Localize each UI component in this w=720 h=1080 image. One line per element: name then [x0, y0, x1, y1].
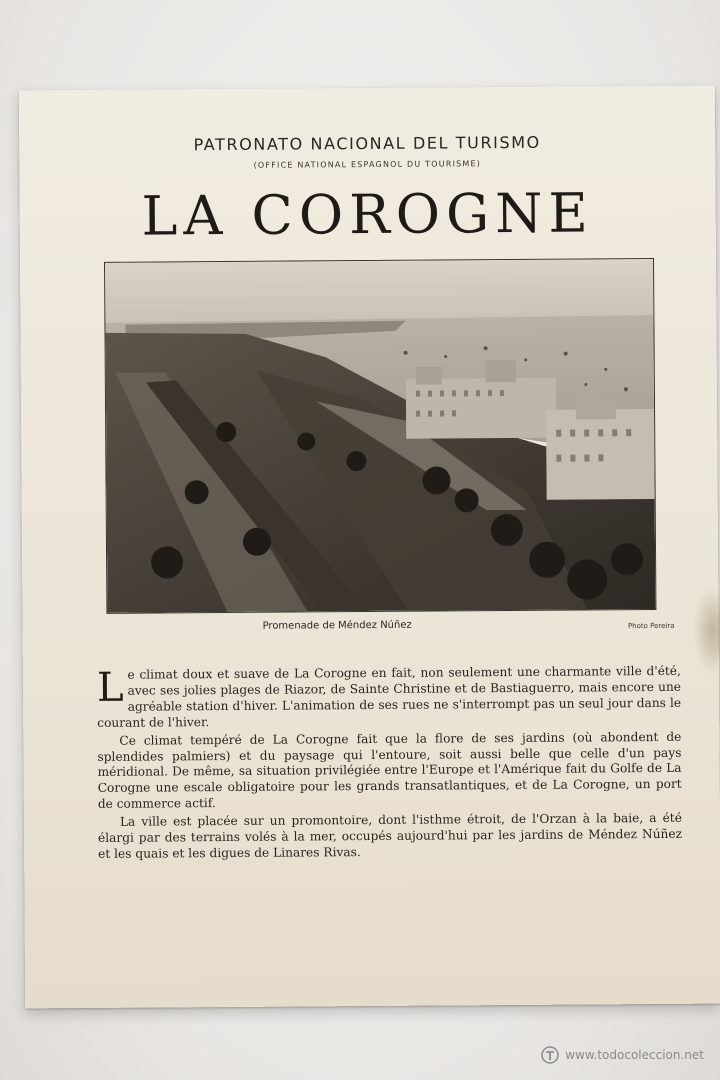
photo-credit: Photo Pereira: [627, 621, 675, 631]
watermark: [541, 1046, 704, 1064]
watermark-text: www.todocoleccion.net: [565, 1048, 704, 1062]
paragraph-3: La ville est placée sur un promontoire, dont l'isthme étroit, de l'Orzan à la baie, a été élargi par des terrains volés à la mer, occupés aujourd'hui par les jardins de Méndez Núñez et les quais et les digues de Linares Rivas.: [97, 810, 683, 861]
paper-stain: [692, 586, 720, 676]
brochure-page: [19, 86, 720, 1009]
organization-name: PATRONATO NACIONAL DEL TURISMO: [193, 132, 541, 155]
todocoleccion-logo-icon: [541, 1046, 559, 1064]
paragraph-1-text: e climat doux et suave de La Corogne en fait, non seulement une charmante ville d'été, avec ses jolies plages de Riazor, de Sainte Christine et de Bastiaguerro, mais encore une agréable station d'hiver. L'animation de ses rues ne s'interrompt pas un seul jour dans le courant de l'hiver.: [97, 663, 682, 730]
page-title: LA COROGNE: [141, 181, 595, 248]
paragraph-2: Ce climat tempéré de La Corogne fait que la flore de ses jardins (où abondent de splendides palmiers) et du paysage qui l'entoure, soit aussi belle que celle d'un pays méridional. De même, sa situation privilégiée entre l'Europe et l'Amérique fait du Golfe de La Corogne une escale obligatoire pour les grands transatlantiques, et de La Corogne, un port de commerce actif.: [97, 729, 682, 812]
body-text: [97, 664, 682, 865]
organization-subtitle: (OFFICE NATIONAL ESPAGNOL DU TOURISME): [253, 159, 482, 170]
photo-caption: Promenade de Méndez Núñez: [262, 619, 412, 632]
dropcap: L: [96, 664, 124, 711]
paragraph-1: [97, 664, 681, 732]
promenade-photo: [104, 258, 656, 614]
